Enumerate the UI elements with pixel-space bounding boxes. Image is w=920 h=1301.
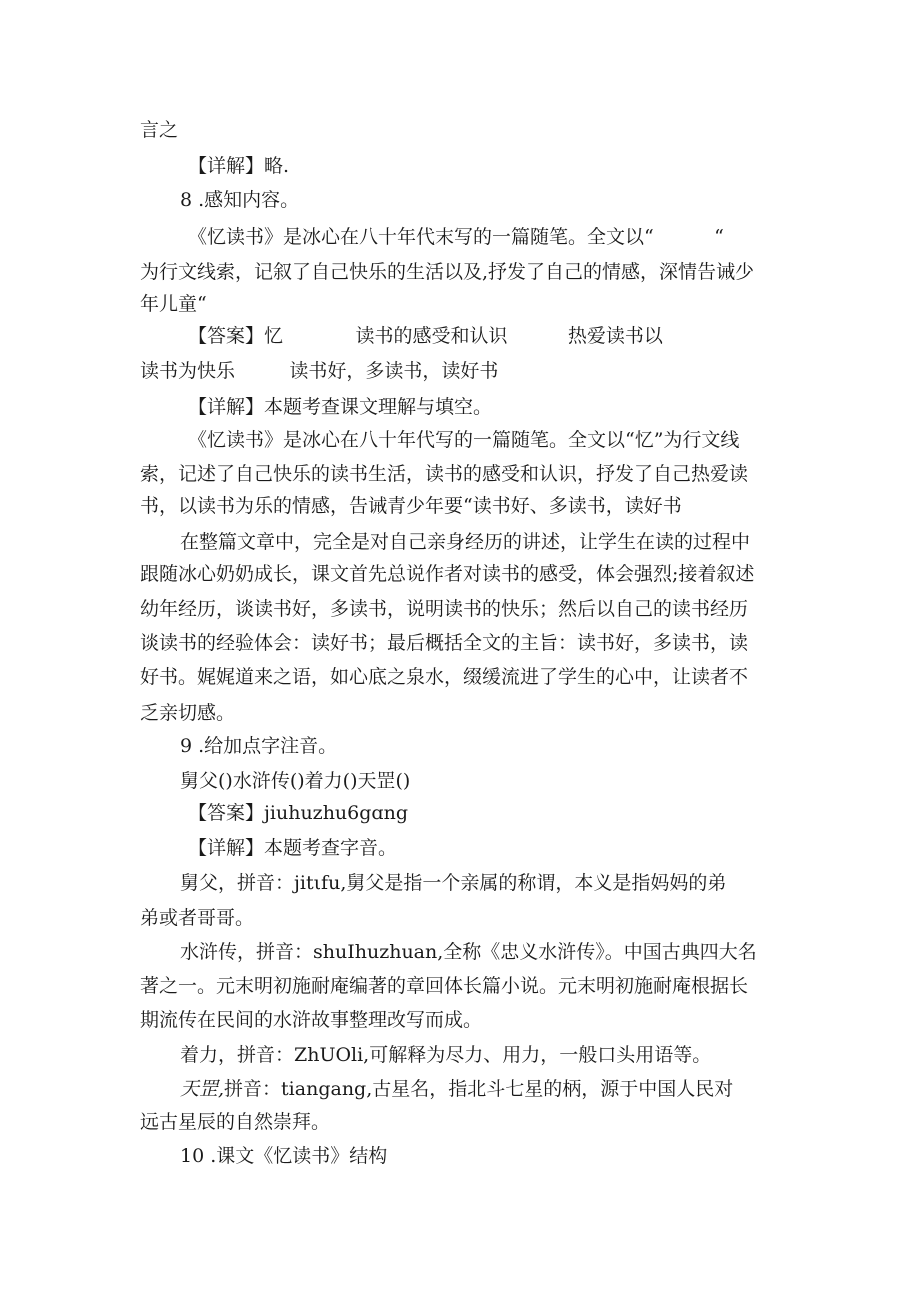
detail-label-line: 【详解】本题考查课文理解与填空。 bbox=[188, 396, 493, 418]
question-8-text: 《忆读书》是冰心在八十年代末写的一篇随笔。全文以“ “ bbox=[188, 226, 724, 248]
detail-paragraph-line: 《忆读书》是冰心在八十年代写的一篇随笔。全文以“忆”为行文线 bbox=[188, 429, 740, 451]
detail-paragraph-line: 谈读书的经验体会：读好书；最后概括全文的主旨：读书好，多读书，读 bbox=[140, 632, 749, 654]
text-line: 言之 bbox=[140, 119, 179, 141]
question-8-heading: 8 .感知内容。 bbox=[180, 189, 300, 211]
answer-line: 读书为快乐 读书好，多读书，读好书 bbox=[140, 360, 499, 382]
detail-label-line: 【详解】略. bbox=[188, 155, 290, 177]
detail-paragraph-line: 水浒传，拼音：shuIhuzhuan,全称《忠义水浒传》。中国古典四大名 bbox=[180, 941, 757, 963]
detail-paragraph-line: 跟随冰心奶奶成长，课文首先总说作者对读书的感受，体会强烈;接着叙述 bbox=[140, 563, 755, 585]
question-9-heading: 9 .给加点字注音。 bbox=[180, 735, 338, 757]
question-8-text: 年儿童“ bbox=[140, 293, 207, 315]
detail-paragraph-line: 书，以读书为乐的情感，告诫青少年要“读书好、多读书，读好书 bbox=[140, 495, 682, 517]
detail-paragraph-line: 在整篇文章中，完全是对自己亲身经历的讲述，让学生在读的过程中 bbox=[180, 531, 751, 553]
italic-term: 天罡, bbox=[180, 1078, 225, 1100]
detail-paragraph-line: 舅父，拼音：jitιfu,舅父是指一个亲属的称谓，本义是指妈妈的弟 bbox=[180, 872, 727, 894]
detail-paragraph-line: 着力，拼音：ZhUOli,可解释为尽力、用力，一般口头用语等。 bbox=[180, 1044, 712, 1066]
detail-paragraph-line: 远古星辰的自然崇拜。 bbox=[140, 1111, 331, 1133]
answer-line: 【答案】忆 读书的感受和认识 热爱读书以 bbox=[188, 325, 663, 347]
question-8-text: 为行文线索，记叙了自己快乐的生活以及,抒发了自己的情感，深情告诫少 bbox=[140, 261, 755, 283]
detail-paragraph-line: 弟或者哥哥。 bbox=[140, 907, 255, 929]
detail-paragraph-line: 期流传在民间的水浒故事整理改写而成。 bbox=[140, 1009, 483, 1031]
question-10-heading: 10 .课文《忆读书》结构 bbox=[180, 1145, 388, 1167]
answer-line: 【答案】jiuhuzhu6gɑng bbox=[188, 802, 408, 824]
detail-paragraph-line: 乏亲切感。 bbox=[140, 702, 236, 724]
detail-paragraph-line: 著之一。元末明初施耐庵编著的章回体长篇小说。元末明初施耐庵根据长 bbox=[140, 975, 749, 997]
detail-paragraph-line: 幼年经历，谈读书好，多读书，说明读书的快乐；然后以自己的读书经历 bbox=[140, 598, 749, 620]
line-remainder: 拼音：tiangang,古星名，指北斗七星的柄，源于中国人民对 bbox=[224, 1078, 734, 1100]
question-9-text: 舅父()水浒传()着力()天罡() bbox=[180, 770, 411, 792]
detail-paragraph-line: 好书。娓娓道来之语，如心底之泉水，缀缓流进了学生的心中，让读者不 bbox=[140, 666, 749, 688]
detail-paragraph-line: 索，记述了自己快乐的读书生活，读书的感受和认识，抒发了自己热爱读 bbox=[140, 463, 749, 485]
detail-paragraph-line bbox=[180, 1077, 733, 1101]
detail-label-line: 【详解】本题考查字音。 bbox=[188, 837, 398, 859]
